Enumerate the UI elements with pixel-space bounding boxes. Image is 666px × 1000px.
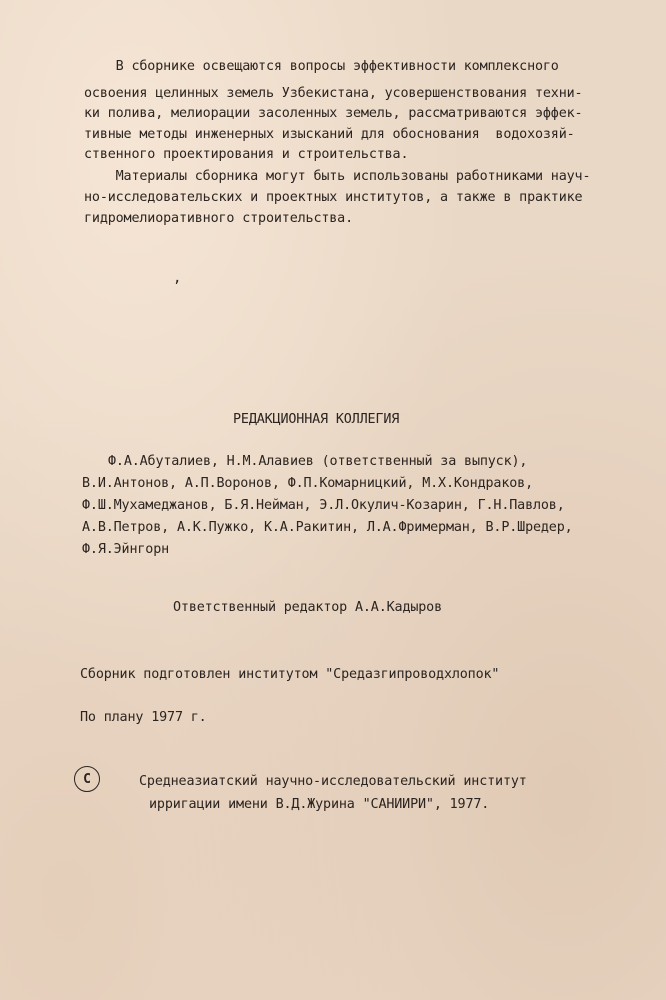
- copyright-line-2: ирригации имени В.Д.Журина "САНИИРИ", 1977.: [149, 797, 490, 812]
- abstract-line: освоения целинных земель Узбекистана, усовершенствования техни-: [84, 86, 583, 101]
- editorial-board-heading: РЕДАКЦИОННАЯ КОЛЛЕГИЯ: [233, 412, 400, 427]
- abstract-line: ственного проектирования и строительства.: [84, 147, 409, 162]
- member-line: В.И.Антонов, А.П.Воронов, Ф.П.Комарницкий, М.Х.Кондраков,: [82, 476, 533, 491]
- abstract-line: гидромелиоративного строительства.: [84, 211, 354, 226]
- member-line: Ф.Ш.Мухамеджанов, Б.Я.Нейман, Э.Л.Окулич-Козарин, Г.Н.Павлов,: [82, 498, 565, 513]
- prepared-by-line: Сборник подготовлен институтом "Средазгипроводхлопок": [80, 667, 500, 682]
- responsible-editor: Ответственный редактор А.А.Кадыров: [173, 600, 443, 615]
- abstract-line: тивные методы инженерных изысканий для обоснования водохозяй-: [84, 127, 575, 142]
- abstract-line: ки полива, мелиорации засоленных земель, рассматриваются эффек-: [84, 106, 583, 121]
- copyright-icon: С: [74, 766, 100, 792]
- abstract-line: но-исследовательских и проектных институтов, а также в практике: [84, 190, 583, 205]
- copyright-line-1: Среднеазиатский научно-исследовательский институт: [139, 774, 527, 789]
- stray-comma-mark: ,: [173, 270, 182, 286]
- member-line: Ф.А.Абуталиев, Н.М.Алавиев (ответственный за выпуск),: [108, 454, 528, 469]
- abstract-line: В сборнике освещаются вопросы эффективности комплексного: [84, 59, 559, 74]
- member-line: А.В.Петров, А.К.Пужко, К.А.Ракитин, Л.А.Фримерман, В.Р.Шредер,: [82, 520, 573, 535]
- abstract-line: Материалы сборника могут быть использованы работниками науч-: [84, 169, 591, 184]
- member-line: Ф.Я.Эйнгорн: [82, 542, 170, 557]
- plan-line: По плану 1977 г.: [80, 710, 207, 725]
